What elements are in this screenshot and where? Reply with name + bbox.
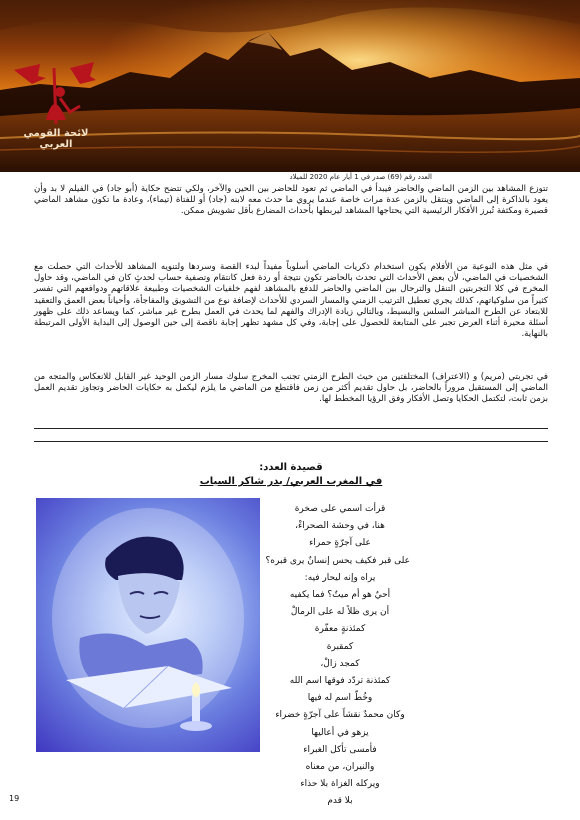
poem-line: والنيران، من معناه	[305, 762, 375, 773]
poem-line: يزهو في أعاليها	[311, 727, 369, 738]
poem-line: فأمسى تأكل الغبراء	[303, 744, 377, 755]
poem-line: وكان محمدٌ نقشاً على آجرّةٍ خضراء	[275, 710, 405, 721]
poem-line: أحيٌ هو أم ميتٌ؟ فما يكفيه	[289, 590, 391, 601]
poem-line: بلا قدم	[327, 796, 353, 807]
poem-subtitle: في المغرب العربي/ بدر شاكر السياب	[199, 476, 383, 487]
poem-line: يراه وإنه ليحار فيه:	[304, 572, 376, 583]
poem-line: على آجرّةٍ حمراء	[309, 538, 371, 549]
article-paragraph-1: تتوزع المشاهد بين الزمن الماضي والحاضر فيبدأ في الماضي ثم تعود للحاضر بين الحين والآخر، ولكي تتضح حكاية (أبو جاد) في الفيلم لا بد وأن يعود بالذاكرة إلى الماضي وينتقل بالزمن عدة مرات خاصة عندما يروي ما حدث معه لابنه (جاد) أو للفتاة (تيماء)، وعادة ما تكون مشاهد الماضي قصيرة ومكثفة تُبرز الأفكار الرئيسية التي يحتاجها المشاهد ليربطها بأحداث المضارع بأقل تشويش ممكن.	[34, 184, 548, 217]
poem-line: ويركله الغزاة بلا حذاء	[300, 779, 380, 790]
poem-line: كمقبرة	[326, 641, 354, 652]
poem-line: كمئذنةٍ معفّرة	[314, 624, 366, 635]
logo-text: لائحة القومي العربي	[23, 128, 89, 150]
poet-portrait-image	[36, 498, 260, 752]
poem-lines	[265, 501, 410, 811]
page-number: 19	[9, 794, 20, 803]
poem-line: قرأت اسمي على صخرة	[294, 504, 386, 514]
article-paragraph-3: في تجربتي (مريم) و (الاعتراف) المختلفتين من حيث الطرح الزمني تجنب المخرج سلوك مسار الزمن الوحيد غير القابل للانعكاس والمتجه من الماضي إلى المستقبل مروراً بالحاضر، بل حاول تقديم أكثر من زمن فاقتطع من الماضي ما يلزم ليكمل به حكايات الحاضر وتجاوز تقديم العمل بزمن ثابت، لتكتمل الحكايا وتصل الأفكار وفق الرؤيا المخطط لها.	[34, 372, 548, 405]
poem-title: قصيدة العدد:	[259, 462, 323, 473]
poem-heading	[34, 461, 548, 489]
divider-line	[34, 428, 548, 429]
poem-line: كمئذنة تردّد فوقها اسم الله	[289, 676, 391, 687]
portrait-illustration	[36, 498, 260, 752]
article-paragraph-2: في مثل هذه النوعية من الأفلام يكون استخدام ذكريات الماضي أسلوباً مفيداً لبدء القصة وسردها ولتنويه المشاهد للأحداث التي حصلت مع الشخصيات في الماضي، لأن بعض الأحداث التي تحدث بالحاضر تكون نتيجة أو ردة فعل كانتقام وتصفية حساب لحدثٍ كان في الماضي، وقد حاول المخرج في كلا التجربتين التنقل والترحال بين الماضي والحاضر للدفع بالمشاهد لفهم خلفيات الشخصيات وطبيعة علاقاتهم ودوافعهم التي تفسر كثيراً من سلوكياتهم، كذلك يجري تعطيل الترتيب الزمني والمسار السردي للأحداث لإضافة نوع من التشويق والمفاجأة، وأحياناً بعض العمق والتعقيد للابتعاد عن الطرح المباشر السلس والبسيط، وبالتالي زيادة الإدراك والفهم لما يحدث في العمل بطرح غير مباشر، كما ويساعد ذلك على ظهور أسئلة محيرة أثناء العرض تجبر على المتابعة للحصول على إجابة، وفي كل مشهد تظهر إجابة ناقصة إلى حين الوصول إلى البداية الأولى المرتبطة بالنهاية.	[34, 262, 548, 340]
poem-line: كمجد زالْ،	[320, 658, 360, 669]
poem-line: على قبر فكيف يحس إنسانٌ يرى قبره؟	[265, 555, 410, 566]
divider-line	[34, 441, 548, 442]
issue-line: العدد رقم (69) صدر في 1 أيار عام 2020 للميلاد	[289, 173, 432, 181]
poem-line: وخُطّ اسم له فيها	[307, 693, 373, 704]
logo-emblem-icon	[10, 58, 100, 128]
poem-line: هنا، في وحشة الصحراءْ،	[295, 521, 385, 532]
poem-line: أن يرى ظلاً له على الرمالْ	[290, 607, 390, 618]
header-banner	[0, 0, 580, 172]
